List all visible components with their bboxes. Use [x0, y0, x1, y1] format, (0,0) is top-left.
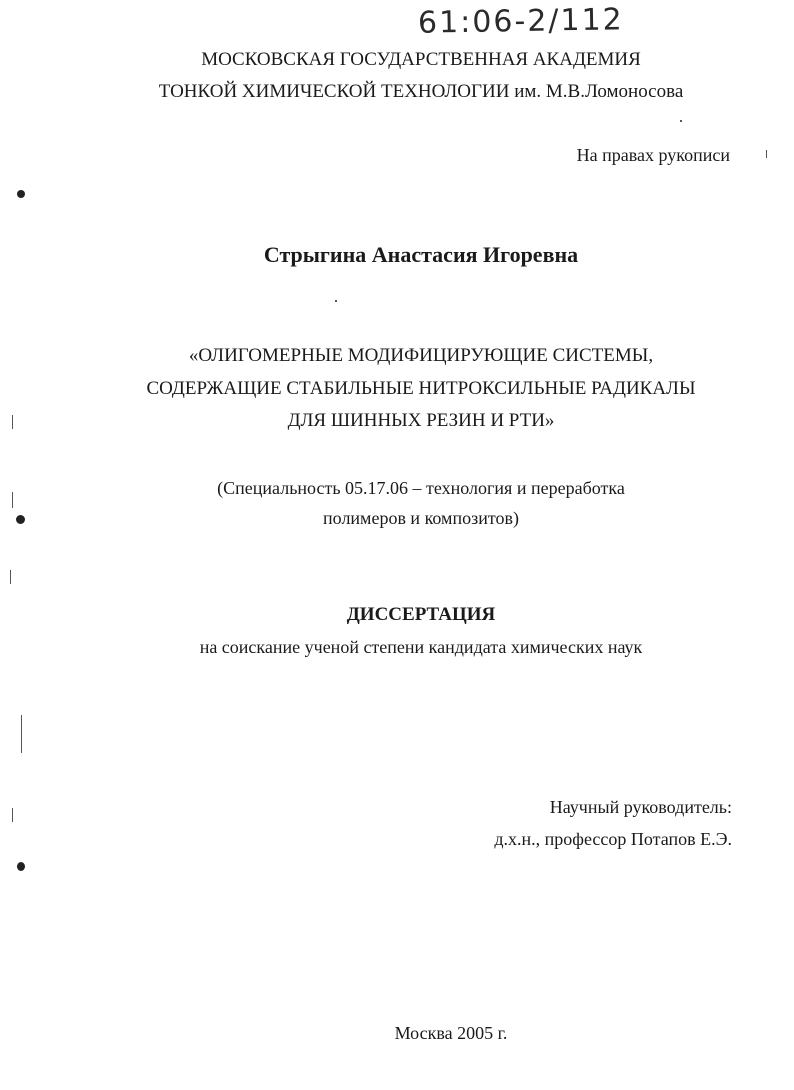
- thesis-title-line-3: ДЛЯ ШИННЫХ РЕЗИН И РТИ»: [287, 410, 555, 431]
- scan-speck: [680, 120, 682, 122]
- specialty-line-1: (Специальность 05.17.06 – технология и переработка: [217, 478, 625, 498]
- city-year: Москва 2005 г.: [394, 1023, 508, 1043]
- scan-speck: [335, 300, 337, 302]
- margin-mark: [766, 150, 767, 158]
- margin-mark: [10, 570, 11, 584]
- degree-description: на соискание ученой степени кандидата химических наук: [199, 637, 643, 657]
- margin-mark: [21, 715, 22, 753]
- scan-speck: [17, 190, 25, 198]
- specialty-line-2: полимеров и композитов): [323, 508, 519, 528]
- document-type-heading: ДИССЕРТАЦИЯ: [346, 604, 496, 625]
- margin-mark: [12, 492, 13, 508]
- thesis-title-line-1: «ОЛИГОМЕРНЫЕ МОДИФИЦИРУЮЩИЕ СИСТЕМЫ,: [188, 345, 654, 366]
- margin-mark: [12, 415, 13, 429]
- institution-line-2: ТОНКОЙ ХИМИЧЕСКОЙ ТЕХНОЛОГИИ им. М.В.Ломоносова: [158, 81, 684, 102]
- author-name: Стрыгина Анастасия Игоревна: [263, 242, 579, 267]
- scan-speck: [16, 515, 25, 524]
- manuscript-rights-note: На правах рукописи: [576, 145, 730, 165]
- archive-number-handwritten: 61:06-2/112: [417, 2, 625, 41]
- advisor-label: Научный руководитель:: [549, 797, 732, 817]
- advisor-name: д.х.н., профессор Потапов Е.Э.: [494, 829, 732, 849]
- institution-line-1: МОСКОВСКАЯ ГОСУДАРСТВЕННАЯ АКАДЕМИЯ: [201, 49, 641, 70]
- thesis-title-line-2: СОДЕРЖАЩИЕ СТАБИЛЬНЫЕ НИТРОКСИЛЬНЫЕ РАДИКАЛЫ: [146, 378, 696, 399]
- margin-mark: [12, 808, 13, 822]
- scan-speck: [17, 862, 25, 871]
